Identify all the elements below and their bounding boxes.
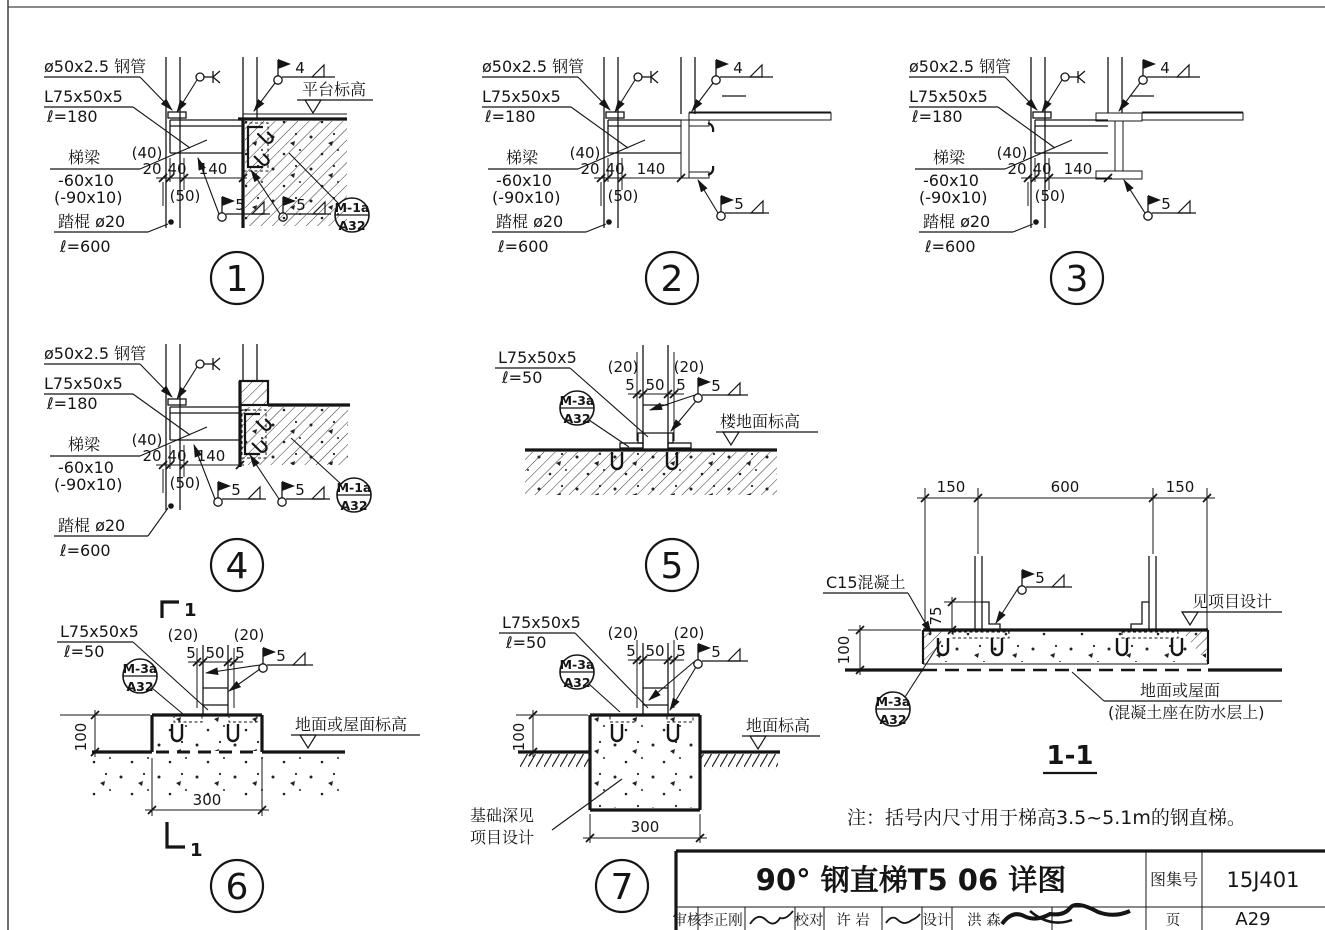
angle-label: L75x50x5	[498, 348, 577, 367]
angle-length: ℓ=50	[506, 633, 547, 652]
foundation-line2: 项目设计	[470, 828, 535, 847]
ground-roof-note	[1072, 672, 1282, 722]
dim: 150	[936, 478, 966, 496]
beam-size: -60x10	[58, 171, 114, 190]
badge-code: M-3a	[559, 657, 595, 672]
title-block	[673, 851, 1325, 930]
detail-number-3	[1051, 252, 1103, 304]
level-symbol-icon	[750, 736, 766, 749]
foundation-line1: 基础深见	[470, 806, 535, 825]
rung-label: 踏棍 ø20	[923, 212, 991, 231]
weld-flag-5	[1124, 180, 1196, 220]
detail-number-4	[211, 539, 263, 591]
labels	[44, 57, 207, 256]
detail-number-6	[211, 860, 263, 912]
dim: 5	[676, 376, 686, 394]
weld-number: 5	[711, 377, 721, 395]
weld-number: 4	[1160, 59, 1170, 77]
dim: (40)	[131, 144, 163, 162]
detail-number-5	[646, 539, 698, 591]
page-number: A29	[1235, 909, 1271, 930]
atlas-number: 15J401	[1226, 868, 1300, 892]
dim: 5	[626, 642, 636, 660]
svg-text:7: 7	[610, 867, 634, 908]
dim: (20)	[607, 624, 639, 642]
dim: 50	[205, 644, 225, 662]
platform-level	[297, 80, 373, 113]
weld-number: 5	[734, 195, 744, 213]
connection-badge-m3a	[560, 655, 620, 712]
signature-checker	[750, 911, 793, 924]
site-weld-icon	[1042, 71, 1085, 112]
rung-label: 踏棍 ø20	[58, 516, 126, 535]
dim: 5	[625, 376, 635, 394]
pipe-label: ø50x2.5 钢管	[44, 344, 147, 363]
proofer-name: 许 岩	[836, 913, 870, 929]
svg-text:2: 2	[660, 259, 684, 300]
beam-size-alt: (-90x10)	[492, 188, 561, 207]
check-label: 审核	[672, 913, 702, 929]
detail-5	[495, 345, 818, 591]
dim: 100	[72, 722, 90, 752]
detail-2	[482, 57, 831, 304]
detail-1	[44, 57, 373, 304]
ground-level	[742, 716, 820, 749]
c15-label	[823, 573, 931, 633]
beam-label: 梯梁	[933, 148, 966, 167]
level-label: 平台标高	[302, 80, 367, 99]
level-label: 地面标高	[746, 716, 811, 735]
dim: 40	[167, 160, 187, 178]
angle-label: L75x50x5	[44, 87, 123, 106]
level-symbol-icon	[300, 735, 316, 748]
angle-length: ℓ=180	[912, 107, 963, 126]
dim: 600	[1050, 478, 1080, 496]
weld-number: 5	[235, 196, 245, 214]
detail-number-1	[211, 252, 263, 304]
dim: 150	[1165, 478, 1195, 496]
badge-code: M-3a	[875, 694, 911, 709]
level-symbol-icon	[723, 432, 739, 445]
dim-100	[835, 625, 921, 675]
dim: 20	[1007, 160, 1027, 178]
connection-badge-m3a	[123, 659, 183, 714]
connection-badge-m3a	[560, 391, 629, 447]
dim: (20)	[673, 624, 705, 642]
weld-flag-5	[698, 180, 769, 220]
rung-label: 踏棍 ø20	[58, 212, 126, 231]
dim: 100	[510, 722, 528, 752]
dim: 5	[186, 644, 196, 662]
angle-length: ℓ=180	[47, 107, 98, 126]
pipe-label: ø50x2.5 钢管	[44, 57, 147, 76]
badge-page: A32	[563, 411, 591, 426]
weld-number: 5	[276, 647, 286, 665]
beam-size-alt: (-90x10)	[54, 188, 123, 207]
angle-label: L75x50x5	[502, 613, 581, 632]
dim: (40)	[569, 144, 601, 162]
badge-code: M-3a	[122, 661, 158, 676]
dim: 40	[1032, 160, 1052, 178]
angle-length: ℓ=50	[64, 642, 105, 661]
see-design-level	[1182, 592, 1282, 625]
site-weld-icon	[615, 71, 658, 112]
dim: 140	[636, 160, 666, 178]
level-label: 见项目设计	[1192, 592, 1273, 611]
badge-code: M-1a	[334, 200, 370, 215]
checker-name: 李正刚	[699, 913, 743, 929]
angle-label: L75x50x5	[482, 87, 561, 106]
beam-size: -60x10	[923, 171, 979, 190]
detail-3	[909, 57, 1243, 304]
dim: 140	[196, 447, 226, 465]
badge-code: M-3a	[559, 393, 595, 408]
concrete-label: C15混凝土	[826, 573, 906, 592]
level-label: 地面或屋面标高	[295, 715, 408, 734]
angle-length: ℓ=50	[502, 368, 543, 387]
detail-number-2	[646, 252, 698, 304]
angle-label: L75x50x5	[44, 374, 123, 393]
badge-page: A32	[340, 498, 368, 513]
beam-size-alt: (-90x10)	[54, 475, 123, 494]
dim-100	[60, 710, 150, 757]
badge-page: A32	[126, 679, 154, 694]
badge-page: A32	[879, 712, 907, 727]
designer-name: 洪 森	[967, 913, 1001, 929]
dim: (40)	[996, 144, 1028, 162]
dim: 20	[580, 160, 600, 178]
svg-text:1: 1	[225, 259, 249, 300]
beam-size: -60x10	[58, 458, 114, 477]
dim: 140	[1063, 160, 1093, 178]
dim: 40	[605, 160, 625, 178]
signature-proofer	[886, 914, 920, 923]
section-title	[1043, 741, 1097, 773]
weld-number: 4	[733, 59, 743, 77]
rung-length: ℓ=600	[925, 237, 976, 256]
dim: (20)	[233, 626, 265, 644]
dim: (20)	[607, 358, 639, 376]
pipe-label: ø50x2.5 钢管	[909, 57, 1012, 76]
weld-flag-4	[692, 59, 773, 111]
beam-size-alt: (-90x10)	[919, 188, 988, 207]
dim: 5	[676, 642, 686, 660]
atlas-label: 图集号	[1149, 870, 1199, 889]
dim: 40	[167, 447, 187, 465]
rung-label: 踏棍 ø20	[496, 212, 564, 231]
dim: 100	[835, 635, 853, 665]
level-symbol-icon	[305, 100, 321, 113]
section-cut-mark: 1	[184, 600, 197, 621]
dim: 300	[630, 818, 660, 836]
ground-roof-line1: 地面或屋面	[1140, 681, 1221, 700]
site-weld-icon	[177, 70, 220, 112]
svg-text:6: 6	[225, 867, 249, 908]
weld-number: 5	[1161, 195, 1171, 213]
angle-label: L75x50x5	[60, 622, 139, 641]
rung-length: ℓ=600	[60, 541, 111, 560]
badge-page: A32	[338, 218, 366, 233]
dim-300	[583, 814, 707, 843]
floor-level	[716, 412, 818, 445]
rung-length: ℓ=600	[498, 237, 549, 256]
ground-roof-line2: (混凝土座在防水层上)	[1108, 703, 1265, 722]
weld-number: 5	[711, 643, 721, 661]
weld-number: 5	[296, 196, 306, 214]
dim: (50)	[169, 474, 201, 492]
weld-number: 5	[1035, 569, 1045, 587]
beam-size: -60x10	[496, 171, 552, 190]
beam-label: 梯梁	[68, 148, 101, 167]
dim: 75	[927, 606, 945, 626]
drawing-note: 注：括号内尺寸用于梯高3.5~5.1m的钢直梯。	[847, 807, 1246, 829]
svg-text:4: 4	[225, 546, 249, 587]
svg-text:1-1: 1-1	[1046, 741, 1094, 771]
dim: 20	[142, 160, 162, 178]
page-label: 页	[1165, 913, 1181, 929]
rung-length: ℓ=600	[60, 237, 111, 256]
weld-flag-5	[996, 569, 1072, 623]
dim: (20)	[167, 626, 199, 644]
detail-number-7	[596, 860, 648, 912]
labels	[909, 57, 1072, 256]
site-weld-icon	[177, 358, 220, 399]
dim: (50)	[607, 187, 639, 205]
badge-code: M-1a	[336, 480, 372, 495]
level-symbol-icon	[1182, 612, 1198, 625]
weld-flag-4	[1119, 59, 1200, 111]
weld-number: 5	[295, 481, 305, 499]
dim: 140	[198, 160, 228, 178]
design-label: 设计	[922, 913, 952, 929]
labels	[482, 57, 645, 256]
weld-number: 5	[231, 481, 241, 499]
detail-4	[44, 344, 371, 591]
dim: 20	[142, 447, 162, 465]
svg-text:3: 3	[1065, 259, 1089, 300]
section-1-1	[823, 478, 1282, 773]
angle-length: ℓ=180	[47, 394, 98, 413]
detail-6	[57, 600, 420, 912]
dim: (40)	[131, 431, 163, 449]
dim: 300	[192, 791, 222, 809]
angle-label: L75x50x5	[909, 87, 988, 106]
dim: 50	[645, 642, 665, 660]
dim-100	[510, 710, 588, 757]
dim: (50)	[169, 187, 201, 205]
dim: 5	[235, 644, 245, 662]
svg-text:5: 5	[660, 546, 684, 587]
level-label: 楼地面标高	[720, 412, 801, 431]
beam-label: 梯梁	[506, 148, 539, 167]
dim: (20)	[673, 358, 705, 376]
ground-roof-level	[291, 715, 420, 748]
dim: (50)	[1034, 187, 1066, 205]
pipe-label: ø50x2.5 钢管	[482, 57, 585, 76]
angle-length: ℓ=180	[485, 107, 536, 126]
badge-page: A32	[563, 675, 591, 690]
dimensions-top	[917, 478, 1215, 630]
proof-label: 校对	[794, 913, 824, 929]
sheet-title: 90° 钢直梯T5 06 详图	[755, 863, 1067, 897]
beam-label: 梯梁	[68, 435, 101, 454]
weld-number: 4	[295, 59, 305, 77]
dim: 50	[645, 376, 665, 394]
section-cut-mark: 1	[190, 840, 203, 861]
